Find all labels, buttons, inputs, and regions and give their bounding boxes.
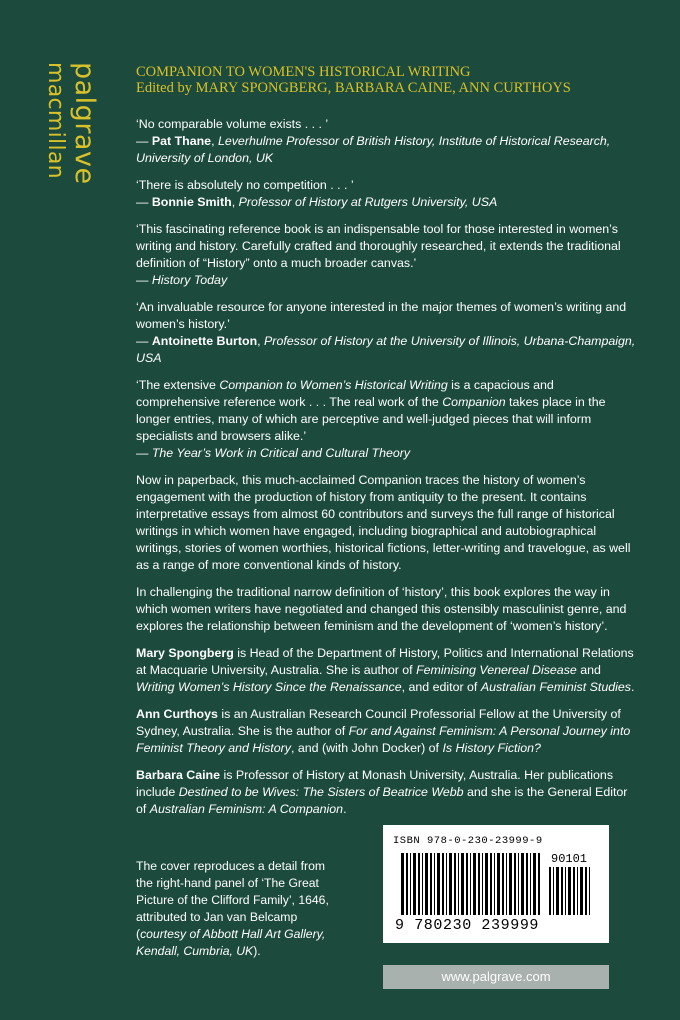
bio-ann-curthoys: [136, 706, 636, 757]
ean-barcode-bars: [401, 853, 541, 915]
review-quote-part: ‘The extensive: [136, 378, 220, 392]
barcode-bar: [434, 853, 435, 915]
reviewer-affiliation: Professor of History at the University of Illinois, Urbana-Champaign, USA: [136, 334, 636, 365]
barcode-bar: [401, 853, 404, 915]
bio-text: is an Australian Research Council Professorial Fellow at the University of Sydney, Australia. She is the author of: [136, 707, 621, 738]
bio-book: Feminising Venereal Disease: [416, 663, 577, 677]
logo-palgrave: palgrave: [69, 62, 100, 185]
review-quote: ‘An invaluable resource for anyone interested in the major themes of women’s writing and women’s history.’: [136, 300, 627, 331]
back-cover-text: [136, 116, 636, 828]
barcode-bar: [425, 853, 428, 915]
barcode-bar: [442, 853, 444, 915]
ean-number: 9 780230 239999: [395, 917, 540, 934]
review-source: History Today: [151, 273, 228, 287]
isbn-barcode: [383, 825, 609, 943]
review-3: ‘This fascinating reference book is an indispensable tool for those interested in women’s writing and history. Carefully crafted and thoroughly researched, it extends the traditional definition of “History” onto a much broader canvas.’ — History Today: [136, 222, 621, 287]
barcode-bar: [473, 853, 476, 915]
palgrave-macmillan-logo: [40, 62, 104, 222]
review-source: The Year’s Work in Critical and Cultural Theory: [151, 446, 411, 460]
barcode-bar: [565, 867, 566, 915]
barcode-bar: [410, 853, 411, 915]
bio-book: For and Against Feminism: A Personal Journey into Feminist Theory and History: [136, 724, 631, 755]
review-quote: ‘There is absolutely no competition . . . ’: [136, 178, 354, 192]
bio-text: .: [343, 802, 347, 816]
barcode-bar: [561, 867, 563, 915]
reviewer-affiliation: Professor of History at Rutgers University, USA: [238, 195, 498, 209]
barcode-bar: [506, 853, 507, 915]
barcode-bar: [502, 853, 504, 915]
book-editors: Edited by MARY SPONGBERG, BARBARA CAINE, ANN CURTHOYS: [136, 80, 571, 96]
barcode-bar: [497, 853, 500, 915]
bio-text: and she is the General Editor of: [136, 785, 628, 816]
bio-name: Barbara Caine: [136, 768, 221, 782]
barcode-bar: [413, 853, 416, 915]
barcode-bar: [553, 867, 554, 915]
barcode-bar: [589, 867, 590, 915]
barcode-bar: [533, 853, 536, 915]
barcode-bar: [514, 853, 516, 915]
logo-macmillan: macmillan: [43, 62, 68, 179]
description-paragraph: Now in paperback, this much-acclaimed Companion traces the history of women’s engagement with the production of history from antiquity to the present. It contains interpretative essays from almost 60 contributors and surveys the full range of historical writings in which women have engaged, including biographical and autobiographical writings, stories of women worthies, historical fictions, letter-writing and travelogue, as well as a range of more conventional kinds of history.: [136, 473, 631, 572]
barcode-bar: [494, 853, 495, 915]
barcode-bar: [538, 853, 540, 915]
barcode-bar: [478, 853, 480, 915]
description-paragraph: In challenging the traditional narrow definition of ‘history’, this book explores the way in which women writers have negotiated and changed this ostensibly masculinist genre, and explores the relationship between feminism and the development of ‘women’s history’.: [136, 585, 627, 633]
review-quote: ‘This fascinating reference book is an indispensable tool for those interested in women’s writing and history. Carefully crafted and thoroughly researched, it extends the traditional definition of “History” onto a much broader canvas.’: [136, 222, 621, 270]
barcode-bar: [585, 867, 587, 915]
book-title: COMPANION TO WOMEN'S HISTORICAL WRITING: [136, 64, 471, 80]
bio-book: Australian Feminism: A Companion: [149, 802, 344, 816]
bio-text: is Professor of History at Monash University, Australia. Her publications include: [136, 768, 614, 799]
barcode-bar: [518, 853, 519, 915]
isbn-label: ISBN 978-0-230-23999-9: [393, 835, 543, 847]
cover-note-end: ).: [253, 944, 261, 958]
barcode-bar: [580, 867, 583, 915]
cover-note-credit: courtesy of Abbott Hall Art Gallery, Kendall, Cumbria, UK: [136, 927, 326, 958]
review-1: ‘No comparable volume exists . . . ’ — Pat Thane, Leverhulme Professor of British History, Institute of Historical Research, University of London, UK: [136, 117, 611, 165]
barcode-bar: [482, 853, 483, 915]
barcode-bar: [577, 867, 578, 915]
reviewer-name: Antoinette Burton: [151, 334, 258, 348]
barcode-bar: [521, 853, 524, 915]
barcode-bar: [430, 853, 432, 915]
bio-book: Writing Women’s History Since the Renaissance: [136, 680, 402, 694]
addon-barcode-bars: [549, 867, 593, 915]
barcode-bar: [437, 853, 440, 915]
cover-note-text: The cover reproduces a detail from the right-hand panel of ‘The Great Picture of the Clifford Family’, 1646, attributed to Jan van Belcamp (: [136, 859, 329, 941]
bio-book: Is History Fiction?: [442, 741, 541, 755]
barcode-bar: [422, 853, 423, 915]
barcode-bar: [573, 867, 575, 915]
barcode-bar: [458, 853, 459, 915]
bio-text: is Head of the Department of History, Politics and International Relations at Macquarie University, Australia. She is author of: [136, 646, 634, 677]
barcode-bar: [549, 867, 551, 915]
book-header: [136, 64, 656, 96]
barcode-bar: [509, 853, 512, 915]
review-quote: ‘No comparable volume exists . . . ’: [136, 117, 329, 131]
barcode-bar: [449, 853, 452, 915]
bio-book: Australian Feminist Studies: [480, 680, 631, 694]
bio-book: Destined to be Wives: The Sisters of Beatrice Webb: [178, 785, 464, 799]
bio-text: .: [630, 680, 635, 694]
website-link[interactable]: www.palgrave.com: [383, 965, 609, 989]
barcode-bar: [470, 853, 471, 915]
review-quote-title: Companion: [442, 395, 506, 409]
barcode-bar: [490, 853, 492, 915]
barcode-bar: [485, 853, 488, 915]
bio-text: , and editor of: [401, 680, 481, 694]
review-quote-part: takes place in the longer entries, many of which are perceptive and well-judged pieces that will inform specialists and browsers alike.’: [136, 395, 606, 443]
review-5: ‘The extensive Companion to Women’s Historical Writing is a capacious and comprehensive reference work . . . The real work of the Companion takes place in the longer entries, many of which are perceptive and well-judged pieces that will inform specialists and browsers alike.’ — The Year’s Work in Critical and Cultural Theory: [136, 378, 606, 460]
review-4: ‘An invaluable resource for anyone interested in the major themes of women’s writing and women’s history.’ — Antoinette Burton, Professor of History at the University of Illinois, Urbana-Champaign, USA: [136, 300, 636, 365]
reviewer-affiliation: Leverhulme Professor of British History, Institute of Historical Research, University of London, UK: [136, 134, 611, 165]
price-addon-label: 90101: [551, 852, 588, 866]
barcode-bar: [461, 853, 464, 915]
bio-text: and: [576, 663, 601, 677]
barcode-bar: [556, 867, 559, 915]
barcode-bar: [418, 853, 420, 915]
barcode-bar: [530, 853, 531, 915]
barcode-bar: [466, 853, 468, 915]
barcode-bar: [406, 853, 408, 915]
bio-text: , and (with John Docker) of: [290, 741, 443, 755]
reviewer-name: Pat Thane: [151, 134, 212, 148]
review-quote-title: Companion to Women’s Historical Writing: [219, 378, 448, 392]
bio-barbara-caine: [136, 767, 636, 818]
bio-mary-spongberg: [136, 645, 636, 696]
cover-credit-note: [136, 858, 336, 960]
review-2: ‘There is absolutely no competition . . . ’ — Bonnie Smith, Professor of History at Rutgers University, USA: [136, 178, 498, 209]
reviewer-name: Bonnie Smith: [151, 195, 232, 209]
barcode-bar: [454, 853, 456, 915]
barcode-bar: [446, 853, 447, 915]
barcode-bar: [526, 853, 528, 915]
review-quote-part: is a capacious and comprehensive reference work . . . The real work of the: [136, 378, 554, 409]
bio-name: Ann Curthoys: [136, 707, 218, 721]
barcode-bar: [568, 867, 571, 915]
bio-name: Mary Spongberg: [136, 646, 234, 660]
